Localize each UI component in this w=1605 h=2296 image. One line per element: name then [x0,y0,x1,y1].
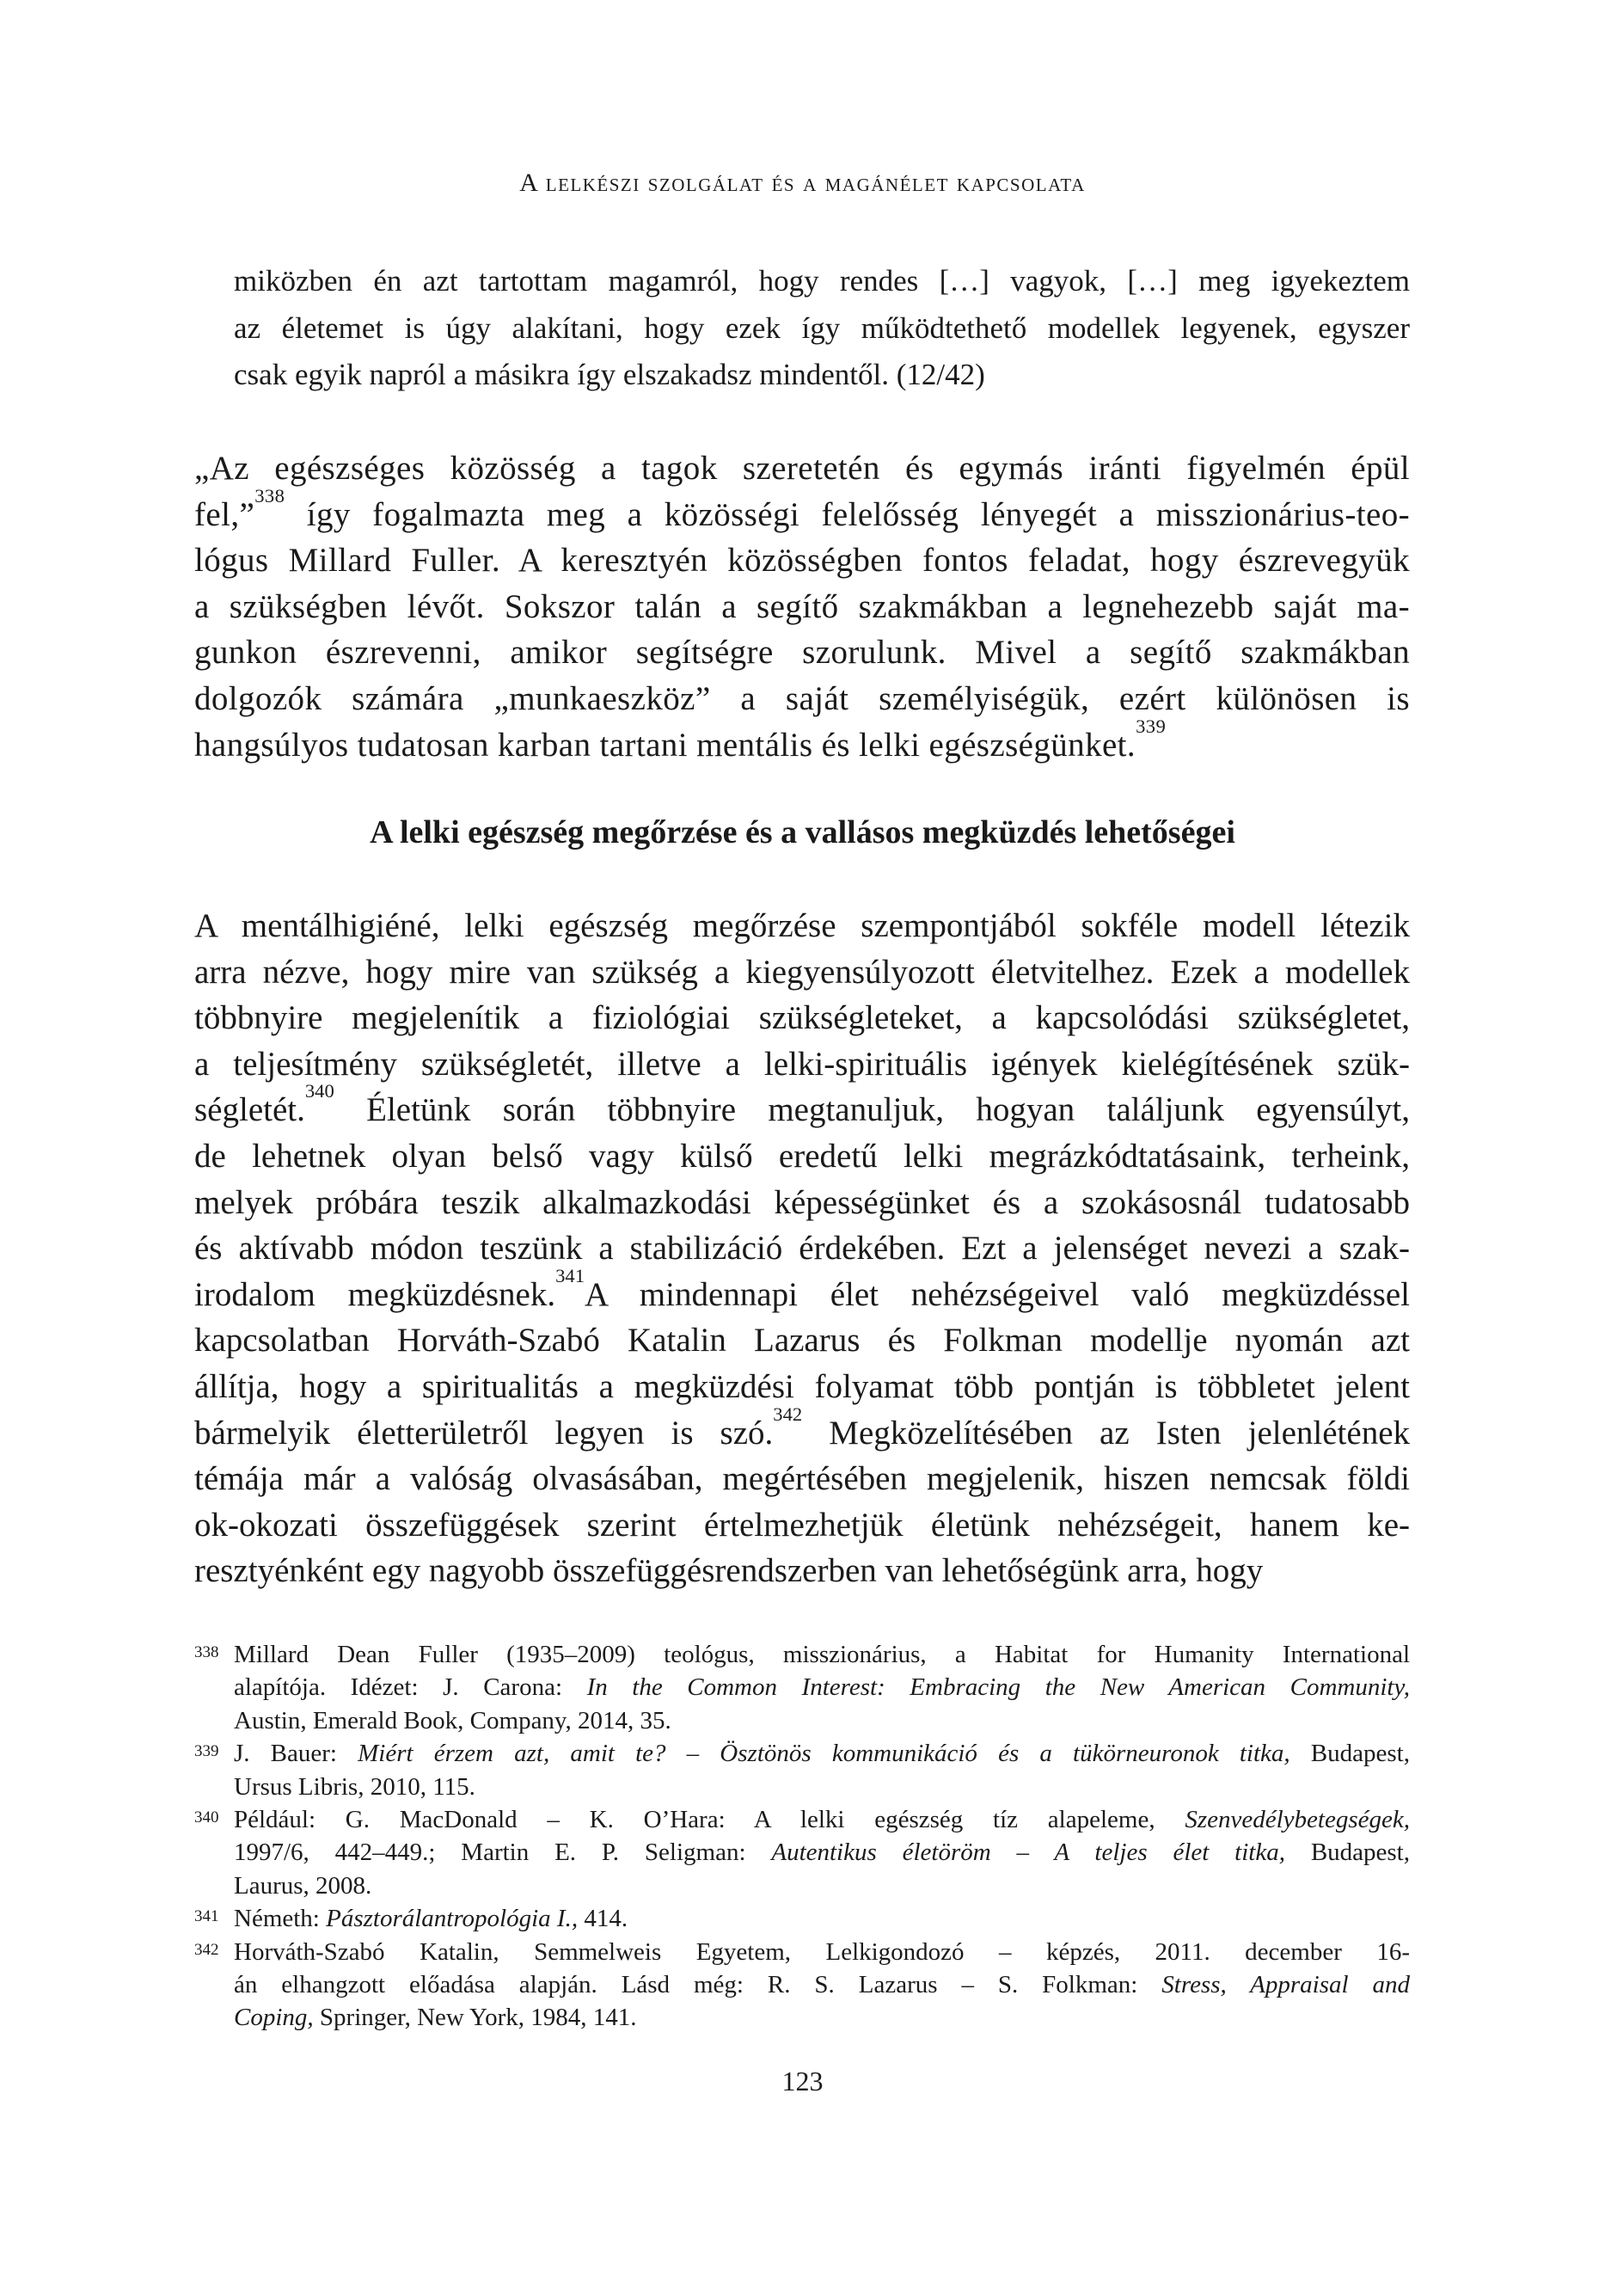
footnote-reference[interactable]: 339 [1136,715,1167,737]
body-paragraph-2 [194,903,1410,1594]
text-line: állítja, hogy a spiritualitás a megküzdési folyamat több pontján is többletet jelent [194,1367,1410,1405]
text-line: arra nézve, hogy mire van szükség a kiegyensúlyozott életvitelhez. Ezek a modellek [194,953,1410,991]
footnote-line: Millard Dean Fuller (1935–2009) teológus, misszionárius, a Habitat for Humanity International [234,1641,1410,1668]
running-head: A lelkészi szolgálat és a magánélet kapcsolata [519,169,1086,197]
text-line: a teljesítmény szükségletét, illetve a lelki-spirituális igények kielégítésének szük- [194,1045,1410,1083]
footnote-341 [194,1902,1410,1935]
text-line: resztyénként egy nagyobb összefüggésrendszerben van lehetőségünk arra, hogy [194,1552,1264,1590]
text-line: fel,”$^{338}$ így fogalmazta meg a közösségi felelősség lényegét a misszionárius-teo- [194,484,1410,533]
text-line: ségletét.$^{340}$ Életünk során többnyire megtanuljuk, hogyan találjunk egyensúlyt, [194,1080,1410,1129]
footnote-number: 342 [194,1940,219,1959]
text-line: és aktívabb módon teszünk a stabilizáció érdekében. Ezt a jelenséget nevezi a szak- [194,1230,1410,1268]
text-line: a szükségben lévőt. Sokszor talán a segítő szakmákban a legnehezebb saját ma- [194,587,1410,625]
footnote-reference[interactable]: 338 [254,484,285,506]
text-line: dolgozók számára „munkaeszköz” a saját személyiségük, ezért különösen is [194,679,1410,717]
footnote-line: Horváth-Szabó Katalin, Semmelweis Egyetem, Lelkigondozó – képzés, 2011. december 16- [234,1937,1410,1966]
footnote-line: 1997/6, 442–449.; Martin E. P. Seligman: Autentikus életöröm – A teljes élet titka, Budapest, [234,1839,1410,1867]
text-line: témája már a valóság olvasásában, megértésében megjelenik, hiszen nemcsak földi [194,1460,1410,1498]
text-line: többnyire megjelenítik a fiziológiai szükségleteket, a kapcsolódási szükségletet, [194,999,1410,1037]
footnote-number: 338 [194,1643,219,1661]
text-line: „Az egészséges közösség a tagok szeretetén és egymás iránti figyelmén épül [194,450,1410,487]
footnote-line: J. Bauer: Miért érzem azt, amit te? – Ösztönös kommunikáció és a tükörneuronok titka, Budapest, [234,1740,1410,1768]
footnote-342 [194,1936,1410,2035]
footnote-reference[interactable]: 340 [304,1080,334,1102]
text-line: de lehetnek olyan belső vagy külső eredetű lelki megrázkódtatásaink, terheink, [194,1137,1410,1175]
footnote-340 [194,1803,1410,1902]
footnote-line: Austin, Emerald Book, Company, 2014, 35. [234,1706,671,1734]
quote-line: miközben én azt tartottam magamról, hogy rendes […] vagyok, […] meg igyekeztem [234,264,1410,298]
body-paragraph-1 [194,445,1410,768]
text-line: bármelyik életterületről legyen is szó.$^{342}$ Megközelítésében az Isten jelenlétének [194,1403,1411,1452]
footnote-line: Coping, Springer, New York, 1984, 141. [234,2004,637,2032]
footnote-number: 340 [194,1808,219,1827]
block-quote [234,258,1410,399]
text-line: gunkon észrevenni, amikor segítségre szorulunk. Mivel a segítő szakmákban [194,634,1410,672]
footnote-line: Németh: Pásztorálantropológia I., 414. [234,1905,628,1933]
footnote-338 [194,1638,1410,1737]
footnote-reference[interactable]: 342 [773,1403,803,1425]
footnote-339 [194,1737,1410,1803]
quote-line: az életemet is úgy alakítani, hogy ezek így működtethető modellek legyenek, egyszer [234,310,1410,345]
footnote-line: Például: G. MacDonald – K. O’Hara: A lelki egészség tíz alapeleme, Szenvedélybetegségek, [234,1806,1410,1834]
text-line: kapcsolatban Horváth-Szabó Katalin Lazarus és Folkman modellje nyomán azt [194,1322,1410,1360]
footnote-number: 339 [194,1742,219,1761]
footnote-line: alapítója. Idézet: J. Carona: In the Common Interest: Embracing the New American Community, [234,1673,1410,1702]
quote-line: csak egyik napról a másikra így elszakadsz mindentől. (12/42) [234,358,985,391]
footnotes [194,1638,1410,2035]
text-line: melyek próbára teszik alkalmazkodási képességünket és a szokásosnál tudatosabb [194,1183,1410,1221]
text-line: lógus Millard Fuller. A keresztyén közösségben fontos feladat, hogy észrevegyük [194,542,1410,580]
text-line: A mentálhigiéné, lelki egészség megőrzése szempontjából sokféle modell létezik [194,907,1410,944]
footnote-number: 341 [194,1907,219,1926]
page-number: 123 [781,2066,824,2096]
section-heading: A lelki egészség megőrzése és a vallásos megküzdés lehetőségei [370,814,1235,850]
text-line: hangsúlyos tudatosan karban tartani mentális és lelki egészségünket.$^{339}$ [194,715,1167,764]
text-line: ok-okozati összefüggések szerint értelmezhetjük életünk nehézségeit, hanem ke- [194,1506,1410,1544]
text-line: irodalom megküzdésnek.$^{341}$A mindennapi élet nehézségeivel való megküzdéssel [194,1264,1410,1313]
footnote-reference[interactable]: 341 [555,1264,585,1286]
footnote-line: án elhangzott előadása alapján. Lásd még: R. S. Lazarus – S. Folkman: Stress, Appraisal and [234,1971,1410,1999]
footnote-line: Ursus Libris, 2010, 115. [234,1772,475,1801]
footnote-line: Laurus, 2008. [234,1871,372,1900]
